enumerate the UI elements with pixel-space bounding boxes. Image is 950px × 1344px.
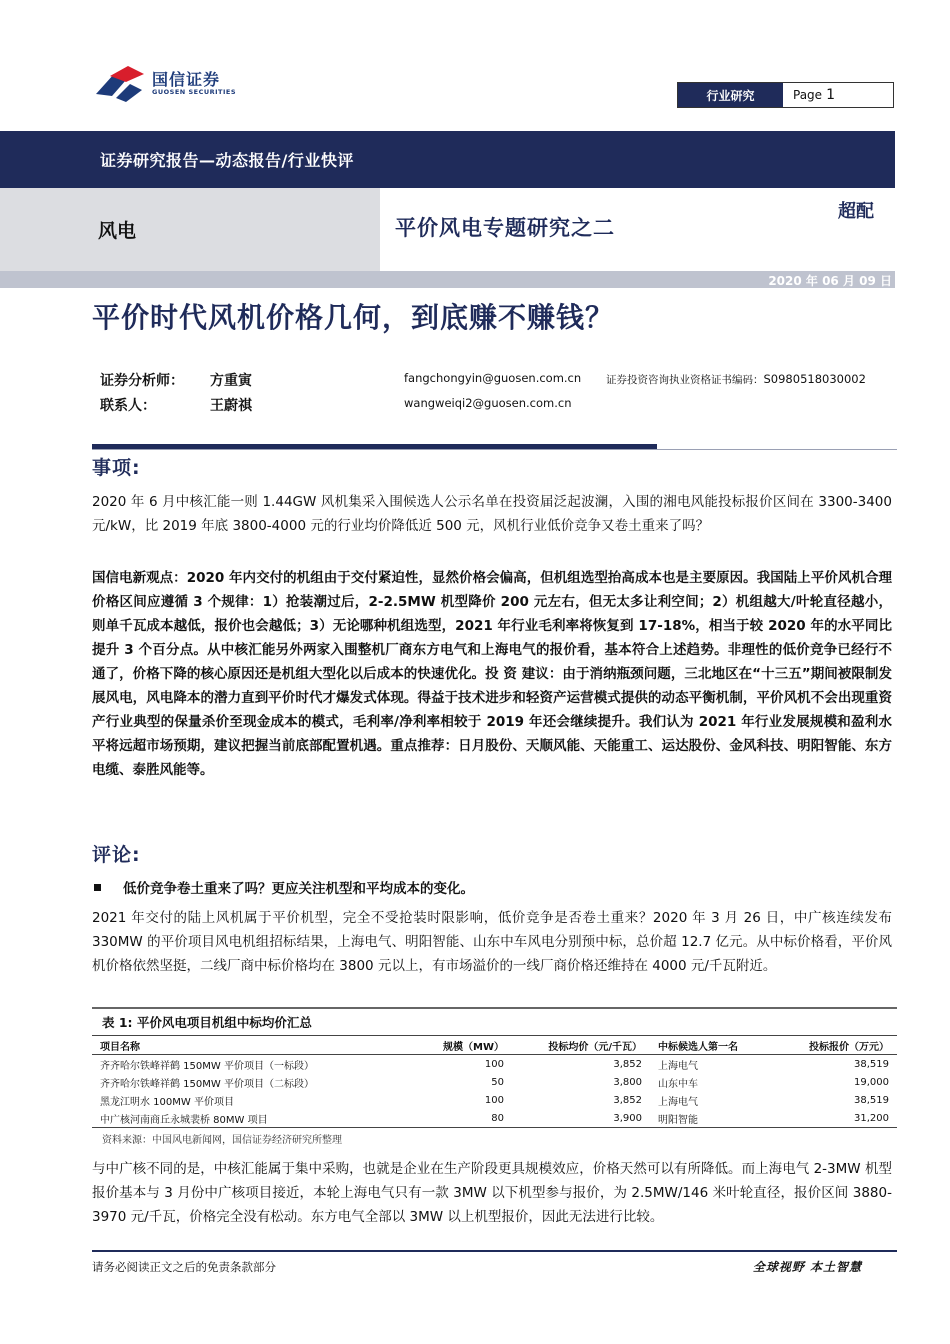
comment-bullet xyxy=(92,877,474,897)
cell-project: 中广核河南商丘永城裴桥 80MW 项目 xyxy=(92,1109,412,1128)
cell-avg-price: 3,852 xyxy=(613,1094,642,1106)
badge-label: 行业研究 xyxy=(678,83,783,107)
cell-winner: 山东中车 xyxy=(658,1078,698,1090)
analyst-label: 证券分析师： xyxy=(100,373,184,389)
footer-disclaimer: 请务必阅读正文之后的免责条款部分 xyxy=(92,1260,276,1274)
series-title: 平价风电专题研究之二 xyxy=(395,216,615,240)
sector-band xyxy=(0,188,380,271)
cell-avg-price: 3,800 xyxy=(613,1076,642,1088)
table-caption: 表 1: 平价风电项目机组中标均价汇总 xyxy=(102,1015,312,1030)
cell-bid: 38,519 xyxy=(854,1094,889,1106)
date-bar xyxy=(0,271,895,288)
event-paragraph: 2020 年 6 月中核汇能一则 1.44GW 风机集采入围候选人公示名单在投资届泛起波澜，入围的湘电风能投标报价区间在 3300-3400 元/kW，比 2019 年底 3800-4000 元的行业均价降低近 500 元，风机行业低价竞争又卷土重来了吗？ xyxy=(92,494,892,534)
section-divider-thin xyxy=(92,449,897,450)
footer-rule xyxy=(92,1250,897,1252)
table-row xyxy=(92,1109,897,1128)
footer-slogan: 全球视野 本土智慧 xyxy=(752,1260,862,1274)
cell-scale: 100 xyxy=(484,1058,504,1070)
contact-email[interactable]: wangweiqi2@guosen.com.cn xyxy=(404,396,572,410)
cell-avg-price: 3,900 xyxy=(512,1109,650,1128)
analyst-name: 方重寅 xyxy=(210,373,252,389)
cell-winner: 上海电气 xyxy=(658,1060,698,1072)
cert-code: S0980518030002 xyxy=(763,372,866,386)
contact-name: 王蔚祺 xyxy=(210,398,252,414)
view-paragraph: 国信电新观点：2020 年内交付的机组由于交付紧迫性，显然价格会偏高，但机组选型抬高成本也是主要原因。我国陆上平价风机合理价格区间应遵循 3 个规律：1）抢装潮过后，2-2.5MW 机型降价 200 元左右，但无太多让利空间；2）机组越大/叶轮直径越小，则单千瓦成本越低，报价也会越低；3）无论哪种机组选型，2021 年行业毛利率将恢复到 17-18%，相当于较 2020 年的水平同比提升 3 个百分点。从中核汇能另外两家入围整机厂商东方电气和上海电气的报价看，基本符合上述趋势。非理性的低价竞争已经行不通了，价格下降的核心原因还是机组大型化以后成本的快速优化。投 资 建议：由于消纳瓶颈问题，三北地区在“十三五”期间被限制发展风电，风电降本的潜力直到平价时代才爆发式体现。得益于技术进步和轻资产运营模式提供的动态平衡机制，平价风机不会出现重资产行业典型的保量杀价至现金成本的模式，毛利率/净利率相较于 2019 年还会继续提升。我们认为 2021 年行业发展规模和盈利水平将远超市场预期，建议把握当前底部配置机遇。重点推荐：日月股份、天顺风能、天能重工、运达股份、金风科技、明阳智能、东方电缆、泰胜风能等。 xyxy=(92,570,892,778)
table-row xyxy=(92,1091,897,1109)
col-header-scale: 规模（MW） xyxy=(412,1036,512,1055)
bullet-square-icon xyxy=(94,884,101,891)
cell-scale: 80 xyxy=(412,1109,512,1128)
cell-scale: 100 xyxy=(484,1094,504,1106)
cell-bid: 31,200 xyxy=(770,1109,897,1128)
logo-text-cn: 国信证券 xyxy=(152,70,221,89)
guosen-logo-icon xyxy=(92,64,148,104)
sector-label: 风电 xyxy=(98,220,137,242)
table-top-rule xyxy=(92,1007,897,1009)
cell-winner: 明阳智能 xyxy=(650,1109,770,1128)
col-header-project: 项目名称 xyxy=(92,1036,412,1055)
report-date: 2020 年 06 月 09 日 xyxy=(768,274,892,288)
cert-info xyxy=(606,372,866,387)
cell-project: 齐齐哈尔铁峰祥鹤 150MW 平价项目（二标段） xyxy=(100,1078,314,1090)
cell-winner: 上海电气 xyxy=(658,1096,698,1108)
cell-scale: 50 xyxy=(491,1076,504,1088)
table-header-row xyxy=(92,1036,897,1055)
analyst-email[interactable]: fangchongyin@guosen.com.cn xyxy=(404,371,582,385)
col-header-bid: 投标报价（万元） xyxy=(770,1036,897,1055)
cell-bid: 19,000 xyxy=(854,1076,889,1088)
cell-bid: 38,519 xyxy=(854,1058,889,1070)
rating-label: 超配 xyxy=(838,201,874,222)
table-row xyxy=(92,1073,897,1091)
comment-paragraph-2: 与中广核不同的是，中核汇能属于集中采购，也就是企业在生产阶段更具规模效应，价格天然可以有所降低。而上海电气 2-3MW 机型报价基本与 3 月份中广核项目接近，本轮上海电气只有一款 3MW 以下机型参与报价，为 2.5MW/146 米叶轮直径，报价区间 3880-3970 元/千瓦，价格完全没有松动。东方电气全部以 3MW 以上机型报价，因此无法进行比较。 xyxy=(92,1161,892,1225)
page-number: 1 xyxy=(826,87,835,103)
report-type: 证券研究报告—动态报告/行业快评 xyxy=(100,151,354,170)
col-header-winner: 中标候选人第一名 xyxy=(650,1036,770,1055)
page-badge xyxy=(677,82,894,108)
comment-heading: 评论: xyxy=(92,844,141,866)
cell-project: 齐齐哈尔铁峰祥鹤 150MW 平价项目（一标段） xyxy=(100,1060,314,1072)
event-heading: 事项: xyxy=(92,457,141,479)
logo-text-en: GUOSEN SECURITIES xyxy=(152,88,237,96)
col-header-avg-price: 投标均价（元/千瓦） xyxy=(512,1036,650,1055)
comment-paragraph-1: 2021 年交付的陆上风机属于平价机型，完全不受抢装时限影响，低价竞争是否卷土重来？2020 年 3 月 26 日，中广核连续发布 330MW 的平价项目风电机组招标结果，上海电气、明阳智能、山东中车风电分别预中标，总价超 12.7 亿元。从中标价格看，平价风机价格依然坚挺，二线厂商中标价格均在 3800 元以上，有市场溢价的一线厂商价格还维持在 4000 元/千瓦附近。 xyxy=(92,910,892,974)
bullet-text: 低价竞争卷土重来了吗？更应关注机型和平均成本的变化。 xyxy=(123,881,474,897)
table-row xyxy=(92,1055,897,1074)
page-indicator xyxy=(783,83,893,107)
table-source: 资料来源：中国风电新闻网，国信证券经济研究所整理 xyxy=(102,1135,342,1146)
page-label: Page xyxy=(793,88,823,102)
cell-avg-price: 3,852 xyxy=(613,1058,642,1070)
contact-label: 联系人： xyxy=(100,398,156,414)
page-title: 平价时代风机价格几何，到底赚不赚钱？ xyxy=(92,301,615,334)
cert-label: 证券投资咨询执业资格证书编码： xyxy=(606,374,764,386)
cell-project: 黑龙江明水 100MW 平价项目 xyxy=(100,1096,234,1108)
bid-table xyxy=(92,1035,897,1128)
